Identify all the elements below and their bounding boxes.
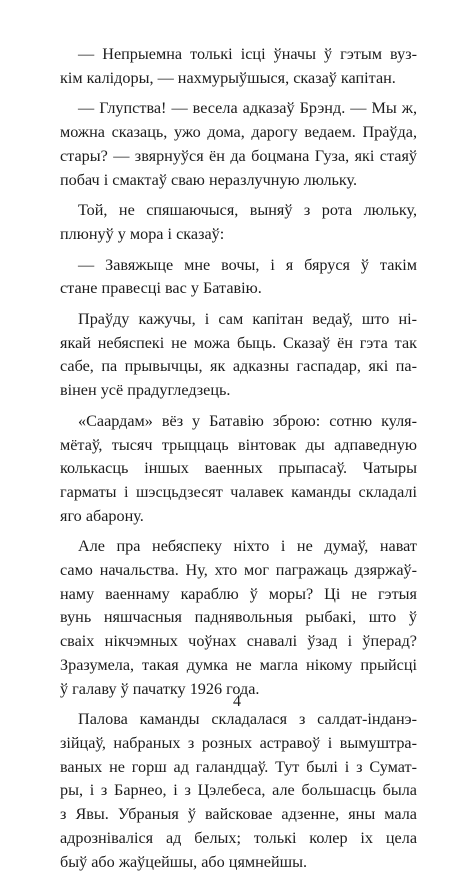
paragraph (60, 254, 417, 301)
text-line: можна сказаць, ужо дома, дарогу ведаем. Праўда, (60, 123, 417, 142)
text-line: побач і смактаў сваю неразлучную люльку. (60, 170, 358, 189)
text-line: зійцаў, набраных з розных астравоў і вымуштра- (60, 733, 417, 752)
text-line: з Явы. Убраныя ў вайсковае адзенне, яны мала (60, 805, 417, 824)
text-line: Але пра небяспеку ніхто і не думаў, нават (78, 537, 417, 556)
text-line: плюнуў у мора і сказаў: (60, 224, 225, 243)
text-line: — Глупства! — весела адказаў Брэнд. — Мы ж, (78, 99, 417, 118)
paragraph (60, 97, 417, 192)
text-line: само начальства. Ну, хто мог пагражаць дзяржаў- (60, 561, 417, 580)
text-line: ры, і з Барнео, і з Цэлебеса, але большасць была (60, 781, 417, 800)
text-line: гарматы і шэсцьдзесят чалавек каманды складалі (60, 482, 417, 501)
page-number: 4 (233, 693, 241, 710)
text-line: кім калідоры, — нахмурыўшыся, сказаў капітан. (60, 68, 396, 87)
text-line: адрозніваліся ад белых; толькі колер іх цела (60, 828, 417, 847)
text-line: сваіх нікчэмных чоўнах снавалі ўзад і ўперад? (60, 632, 417, 651)
text-line: Зразумела, такая думка не магла нікому прыйсці (60, 655, 417, 674)
paragraph (60, 708, 417, 874)
text-line: Праўду кажучы, і сам капітан ведаў, што ні- (78, 310, 417, 329)
text-line: вінен усё прадугледзець. (60, 381, 231, 400)
paragraph (60, 308, 417, 403)
text-line: стане правесці вас у Батавію. (60, 279, 262, 298)
text-line: вунь няшчасныя паднявольныя рыбакі, што ў (60, 608, 417, 627)
book-page-body (60, 43, 417, 881)
text-line: — Завяжыце мне вочы, і я бяруся ў такім (78, 255, 417, 274)
text-line: мётаў, тысяч трыццаць вінтовак ды адпаведную (60, 435, 417, 454)
text-line: стары? — звярнуўся ён да боцмана Гуза, які стаяў (60, 146, 417, 165)
text-line: ваных не горш ад галандцаў. Тут былі і з Сумат- (60, 757, 417, 776)
text-line: колькасць іншых ваенных прыпасаў. Чатыры (60, 459, 417, 478)
text-line: Палова каманды складалася з салдат-інданэ- (78, 710, 417, 729)
text-line: ў галаву ў пачатку 1926 года. (60, 679, 260, 698)
text-line: — Непрыемна толькі ісці ўначы ў гэтым вуз- (78, 45, 417, 63)
paragraph (60, 410, 417, 529)
text-line: Той, не спяшаючыся, выняў з рота люльку, (78, 201, 417, 220)
text-line: быў або жаўцейшы, або цямнейшы. (60, 852, 308, 871)
text-line: сабе, па прывычцы, як адказны гаспадар, які па- (60, 357, 417, 376)
paragraph (60, 535, 417, 701)
text-line: наму ваеннаму караблю ў моры? Ці не гэтыя (60, 584, 417, 603)
paragraph (60, 43, 417, 90)
text-line: яго абарону. (60, 506, 144, 525)
paragraph (60, 199, 417, 246)
text-line: якай небяспекі не можа быць. Сказаў ён гэта так (60, 333, 417, 352)
text-line: «Саардам» вёз у Батавію зброю: сотню куля- (78, 411, 417, 430)
